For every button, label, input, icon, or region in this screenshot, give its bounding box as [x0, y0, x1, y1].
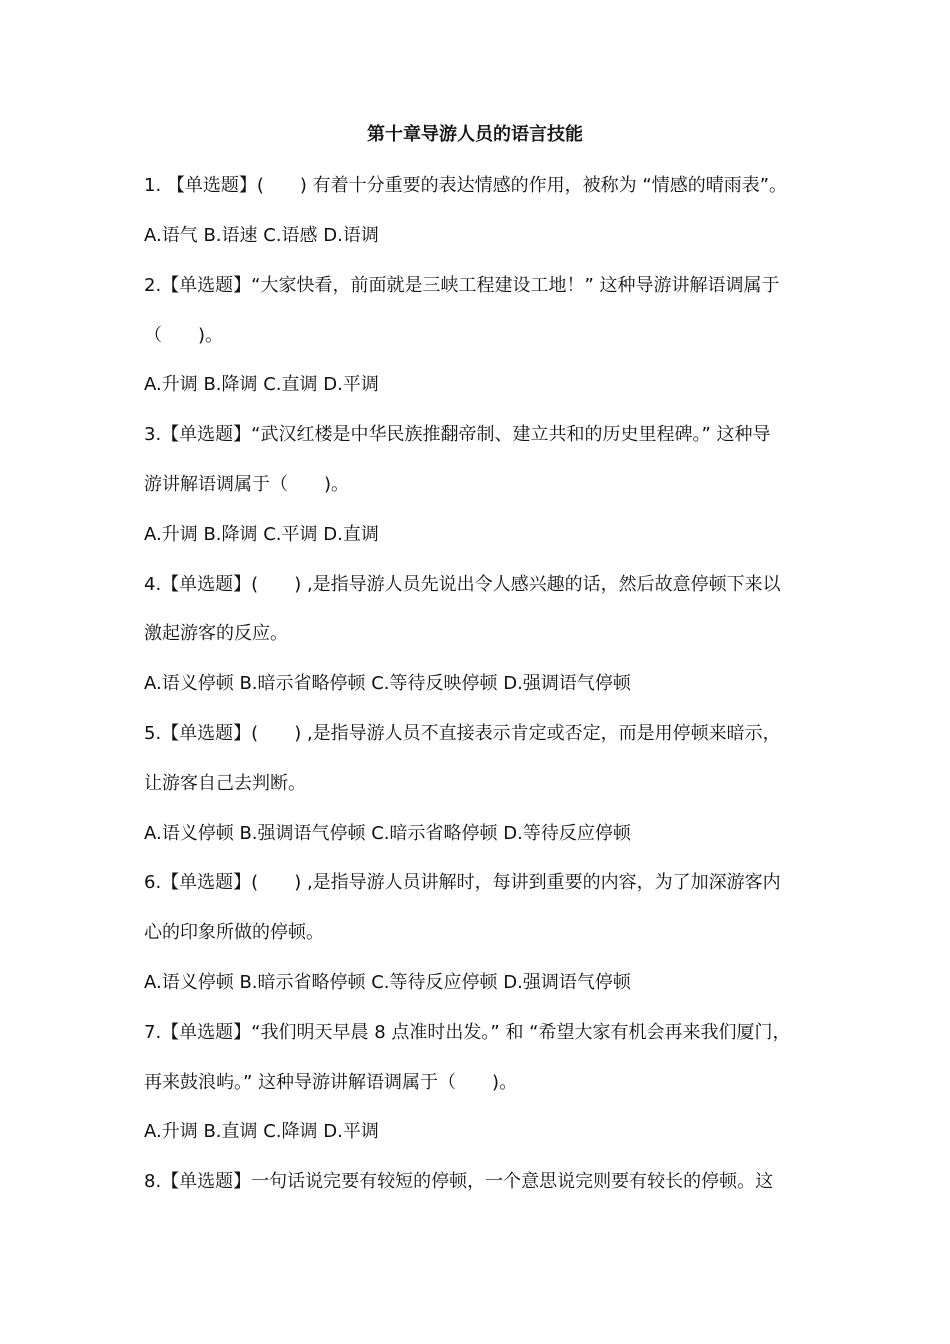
question-4-options: A.语义停顿 B.暗示省略停顿 C.等待反映停顿 D.强调语气停顿 [144, 673, 631, 694]
question-4-stem-cont: 激起游客的反应。 [144, 623, 288, 644]
question-3-stem: 3.【单选题】“武汉红楼是中华民族推翻帝制、建立共和的历史里程碑。” 这种导 [144, 424, 771, 445]
question-5-options: A.语义停顿 B.强调语气停顿 C.暗示省略停顿 D.等待反应停顿 [144, 823, 631, 844]
question-2-stem-cont: （ )。 [144, 325, 224, 346]
question-5-stem: 5.【单选题】( ) ,是指导游人员不直接表示肯定或否定，而是用停顿来暗示， [144, 723, 781, 744]
question-1-stem: 1. 【单选题】( ) 有着十分重要的表达情感的作用，被称为 “情感的晴雨表”。 [144, 175, 788, 196]
question-7-stem-cont: 再来鼓浪屿。” 这种导游讲解语调属于（ )。 [144, 1072, 518, 1093]
question-6-stem: 6.【单选题】( ) ,是指导游人员讲解时，每讲到重要的内容，为了加深游客内 [144, 872, 781, 893]
chapter-title: 第十章导游人员的语言技能 [367, 124, 583, 145]
question-6-options: A.语义停顿 B.暗示省略停顿 C.等待反应停顿 D.强调语气停顿 [144, 972, 631, 993]
question-7-options: A.升调 B.直调 C.降调 D.平调 [144, 1121, 379, 1142]
question-3-stem-cont: 游讲解语调属于（ )。 [144, 474, 350, 495]
question-1-options: A.语气 B.语速 C.语感 D.语调 [144, 225, 379, 246]
question-3-options: A.升调 B.降调 C.平调 D.直调 [144, 524, 379, 545]
question-6-stem-cont: 心的印象所做的停顿。 [144, 922, 324, 943]
question-5-stem-cont: 让游客自己去判断。 [144, 773, 306, 794]
question-2-stem: 2.【单选题】“大家快看，前面就是三峡工程建设工地！” 这种导游讲解语调属于 [144, 275, 780, 296]
question-4-stem: 4.【单选题】( ) ,是指导游人员先说出令人感兴趣的话，然后故意停顿下来以 [144, 574, 781, 595]
question-7-stem: 7.【单选题】“我们明天早晨 8 点准时出发。” 和 “希望大家有机会再来我们厦门， [144, 1022, 791, 1043]
question-2-options: A.升调 B.降调 C.直调 D.平调 [144, 374, 379, 395]
question-8-stem: 8.【单选题】一句话说完要有较短的停顿，一个意思说完则要有较长的停顿。这 [144, 1171, 774, 1192]
